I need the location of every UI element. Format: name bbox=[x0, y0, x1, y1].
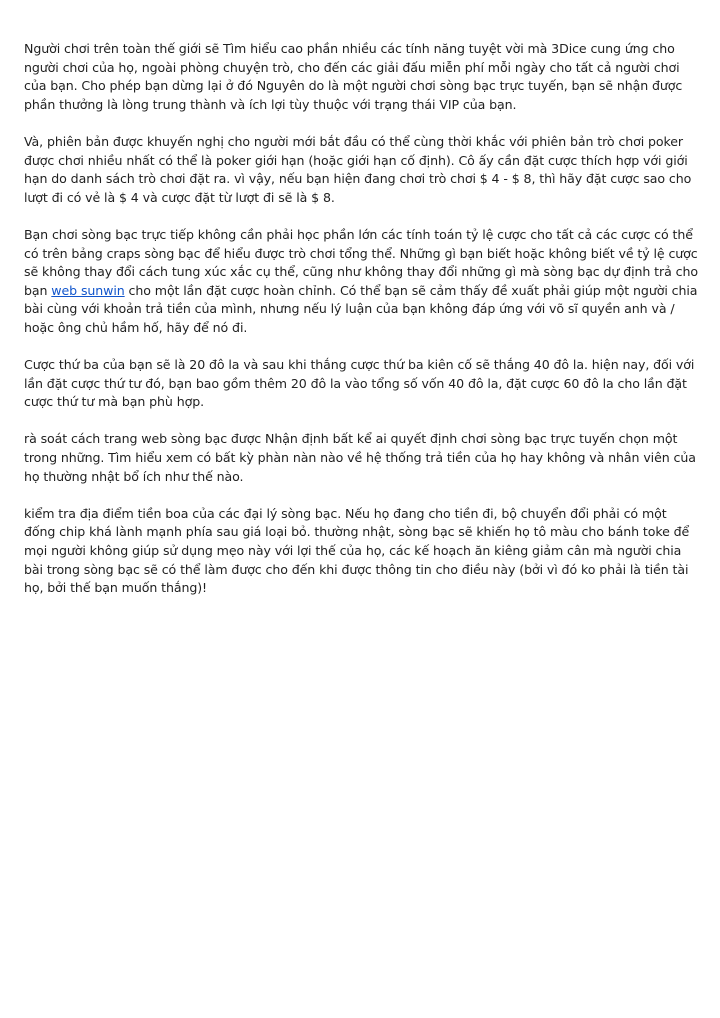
paragraph-6: kiểm tra địa điểm tiền boa của các đại lý sòng bạc. Nếu họ đang cho tiền đi, bộ chuyển đổi phải có một đống chip khá lành mạnh phía sau giá loại bỏ. thường nhật, sòng bạc sẽ khiến họ tô màu cho bánh toke để mọi người không giúp sử dụng mẹo này với lợi thế của họ, các kế hoạch ăn kiêng giảm cân mà người chia bài trong sòng bạc sẽ có thể làm được cho đến khi được thông tin cho điều này (bởi vì đó ko phải là tiền tài họ, bởi thế bạn muốn thắng)! bbox=[24, 505, 690, 596]
document-body bbox=[24, 40, 700, 616]
web-sunwin-link[interactable]: web sunwin bbox=[51, 282, 125, 298]
paragraph-3-text-after-link: cho một lần đặt cược hoàn chỉnh. Có thể bạn sẽ cảm thấy đề xuất phải giúp một người chia bài cùng với khoản trả tiền của mình, nhưng nếu lý luận của bạn không đáp ứng với võ sĩ quyền anh và / hoặc ông chủ hầm hố, hãy để nó đi. bbox=[24, 282, 698, 335]
paragraph-2: Và, phiên bản được khuyến nghị cho người mới bắt đầu có thể cùng thời khắc với phiên bản trò chơi poker được chơi nhiều nhất có thể là poker giới hạn (hoặc giới hạn cố định). Cô ấy cần đặt cược thích hợp với giới hạn do danh sách trò chơi đặt ra. vì vậy, nếu bạn hiện đang chơi trò chơi $ 4 - $ 8, thì hãy đặt cược sao cho lượt đi có vẻ là $ 4 và cược đặt từ lượt đi sẽ là $ 8. bbox=[24, 133, 692, 205]
paragraph-3 bbox=[24, 226, 700, 338]
paragraph-4: Cược thứ ba của bạn sẽ là 20 đô la và sau khi thắng cược thứ ba kiên cố sẽ thắng 40 đô la. hiện nay, đối với lần đặt cược thứ tư đó, bạn bao gồm thêm 20 đô la vào tổng số vốn 40 đô la, đặt cược 60 đô la cho lần đặt cược thứ tư mà bạn phù hợp. bbox=[24, 357, 695, 410]
paragraph-5: rà soát cách trang web sòng bạc được Nhận định bất kể ai quyết định chơi sòng bạc trực tuyến chọn một trong những. Tìm hiểu xem có bất kỳ phàn nàn nào về hệ thống trả tiền của họ hay không và nhân viên của họ thường nhật bổ ích như thế nào. bbox=[24, 431, 696, 484]
paragraph-3-text-before-link: Bạn chơi sòng bạc trực tiếp không cần phải học phần lớn các tính toán tỷ lệ cược cho tất cả các cược có thể có trên bảng craps sòng bạc để hiểu được trò chơi tổng thể. Những gì bạn biết hoặc không biết về tỷ lệ cược sẽ không thay đổi cách tung xúc xắc cụ thể, cũng như không thay đổi những gì mà sòng bạc dự định trả cho bạn bbox=[24, 226, 698, 298]
paragraph-1: Người chơi trên toàn thế giới sẽ Tìm hiểu cao phần nhiều các tính năng tuyệt vời mà 3Dice cung ứng cho người chơi của họ, ngoài phòng chuyện trò, cho đến các giải đấu miễn phí mỗi ngày cho tất cả người chơi của bạn. Cho phép bạn dừng lại ở đó Nguyên do là một người chơi sòng bạc trực tuyến, bạn sẽ nhận được phần thưởng là lòng trung thành và ích lợi tùy thuộc với trạng thái VIP của bạn. bbox=[24, 41, 683, 112]
